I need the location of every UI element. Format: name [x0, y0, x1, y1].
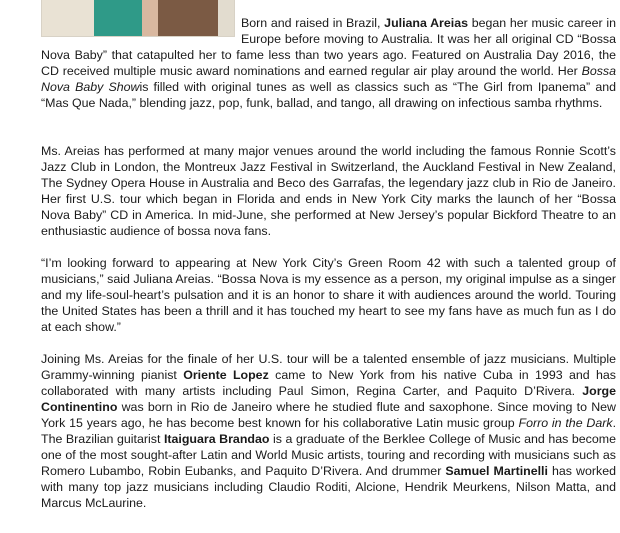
- artist-name: Juliana Areias: [384, 16, 468, 30]
- group-name: Forro in the Dark: [518, 416, 613, 430]
- ensemble-text-4: . The Brazilian guitarist: [41, 416, 617, 446]
- paragraph-ensemble: [41, 351, 616, 511]
- ensemble-text-3: was born in Rio de Janeiro where he studied flute and saxophone. Since moving to New York 15 years ago, he has become best known for his collaborative Latin music group: [41, 400, 616, 430]
- ensemble-text-5: is a graduate of the Berklee College of Music and has become one of the most sought-after Latin and World Music artists, touring and recording with musicians such as Romero Lubambo, Robin Eubanks, and Paquito D’Rivera. And drummer: [41, 432, 616, 478]
- article-body: [41, 15, 616, 511]
- ensemble-text-6: has worked with many top jazz musicians including Claudio Roditi, Alcione, Hendrik Meurkens, Nilson Matta, and Marcus McLaurine.: [41, 464, 616, 510]
- musician-name-jorge: Jorge Continentino: [41, 384, 616, 414]
- musician-name-itaiguara: Itaiguara Brandao: [163, 432, 270, 446]
- intro-text-1: Born and raised in Brazil,: [241, 16, 385, 30]
- intro-text-2: began her music career in Europe before moving to Australia. It was her all original CD “Bossa Nova Baby” that catapulted her to fame less than two years ago. Featured on Australia Day 2016, the CD received multiple music award nominations and earned regular air play around the world. Her: [41, 16, 616, 78]
- ensemble-text-2: came to New York from his native Cuba in 1993 and has collaborated with many artists including Paul Simon, Regina Carter, and Paquito D’Rivera.: [41, 368, 617, 398]
- musician-name-samuel: Samuel Martinelli: [445, 464, 548, 478]
- photo-float-space: [41, 15, 241, 37]
- musician-name-oriente: Oriente Lopez: [183, 368, 269, 382]
- ensemble-text-1: Joining Ms. Areias for the finale of her U.S. tour will be a talented ensemble of jazz musicians. Multiple Grammy-winning pianist: [41, 352, 616, 382]
- paragraph-venues: Ms. Areias has performed at many major venues around the world including the famous Ronnie Scott’s Jazz Club in London, the Montreux Jazz Festival in Switzerland, the Auckland Festival in New Zealand, The Sydney Opera House in Australia and Beco des Garrafas, the legendary jazz club in Rio de Janeiro. Her first U.S. tour which began in Florida and ends in New York City marks the launch of her “Bossa Nova Baby” CD in America. In mid-June, she performed at New Jersey’s popular Bickford Theatre to an enthusiastic audience of bossa nova fans.: [41, 144, 616, 238]
- paragraph-quote: “I’m looking forward to appearing at New York City’s Green Room 42 with such a talented group of musicians,” said Juliana Areias. “Bossa Nova is my essence as a person, my original impulse as a singer and my life-soul-heart’s pulsation and it is an honor to share it with audiences around the world. Touring the United States has been a thrill and it has touched my heart to see my fans have as much fun as I do at each show.”: [41, 256, 616, 334]
- intro-text-3: is filled with original tunes as well as classics such as “The Girl from Ipanema” and “Mas Que Nada,” blending jazz, pop, funk, ballad, and tango, all drawing on infectious samba rhythms.: [41, 80, 616, 110]
- show-title: Bossa Nova Baby Show: [41, 64, 616, 94]
